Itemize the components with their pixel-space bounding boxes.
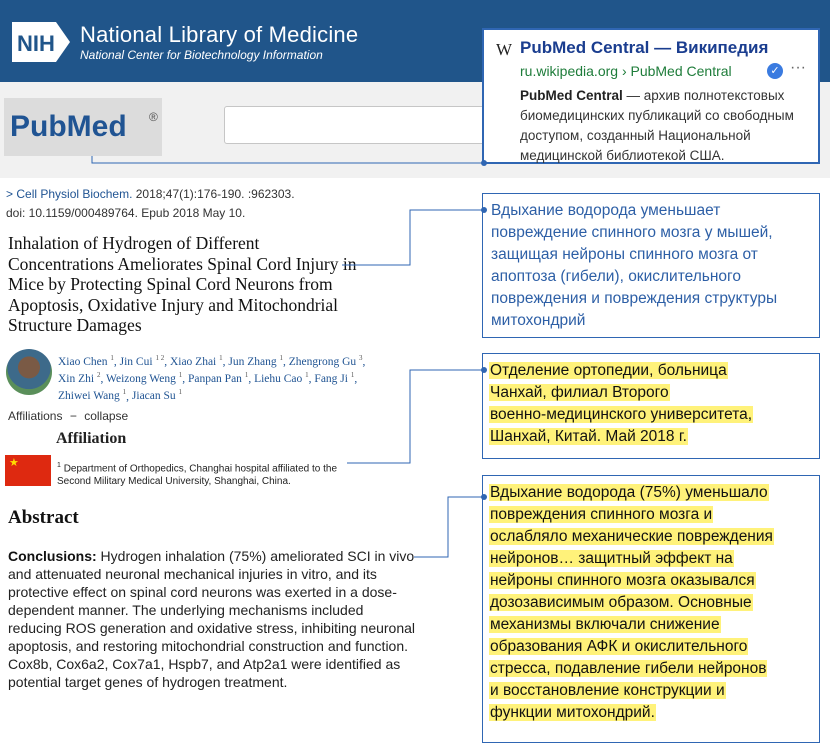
- author-link[interactable]: Zhiwei Wang $^1$: [58, 388, 127, 403]
- title-translation: Вдыхание водорода уменьшает повреждение спинного мозга у мышей, защищая нейроны спинного мозга от апоптоза (гибели), окислительного повреждения и повреждения структуры митохондрий: [491, 202, 778, 329]
- pubmed-logo-text: PubMed: [10, 110, 127, 143]
- china-flag-icon: ★: [5, 455, 51, 486]
- author-link[interactable]: Panpan Pan $^1$: [187, 371, 249, 386]
- translation-line: функции митохондрий.: [490, 704, 655, 721]
- affiliation-body: Department of Orthopedics, Changhai hospital affiliated to the Second Military Medical University, Shanghai, China.: [57, 463, 338, 488]
- translation-line: Чанхай, филиал Второго: [490, 384, 669, 401]
- translation-line: ослабляло механические повреждения: [490, 528, 773, 545]
- more-options-icon[interactable]: ···: [790, 59, 806, 76]
- org-subtitle: National Center for Biotechnology Information: [80, 48, 323, 62]
- nih-logo-text: NIH: [17, 31, 55, 56]
- author-link[interactable]: Xin Zhi $^2$: [58, 371, 101, 386]
- minus-icon: −: [69, 409, 77, 423]
- conclusions-text: Hydrogen inhalation (75%) ameliorated SCI in vivo and attenuated neuronal mechanical injuries in vitro, and its protective effect on spinal cord neurons was exerted in a dose-dependent manner. The underlying mechanisms included reducing ROS generation and oxidative stress, inhibiting neuronal apoptosis, and restoring mitochondrial construction and function. Cox8b, Cox6a2, Cox7a1, Hspb7, and Atp2a1 were identified as potential target genes of hydrogen treatment.: [8, 548, 416, 690]
- translation-line: Вдыхание водорода (75%) уменьшало: [490, 484, 768, 501]
- wikipedia-icon: W: [496, 40, 513, 59]
- connector-title-translation: [342, 210, 484, 265]
- wikipedia-url[interactable]: ru.wikipedia.org › PubMed Central: [520, 63, 732, 79]
- author-affiliation-sup: 1: [178, 371, 183, 380]
- author-affiliation-sup: 1: [178, 388, 183, 397]
- translation-line: образования АФК и окислительного: [490, 638, 748, 655]
- translation-line: Отделение ортопедии, больница: [490, 362, 727, 379]
- author-affiliation-sup: 1: [219, 354, 223, 362]
- conclusions-label: Conclusions:: [8, 548, 97, 564]
- connector-dot-abstract: [481, 494, 487, 500]
- translation-line: дозозависимым образом. Основные: [490, 594, 752, 611]
- wikipedia-desc-bold: PubMed Central: [520, 88, 623, 103]
- translation-line: Шанхай, Китай. Май 2018 г.: [490, 428, 687, 445]
- author-affiliation-sup: 3: [359, 354, 363, 362]
- verified-icon: ✓: [767, 63, 783, 79]
- author-affiliation-sup: 1: [244, 371, 249, 380]
- author-link[interactable]: Liehu Cao $^1$: [254, 371, 309, 386]
- connector-dot-wiki: [481, 160, 487, 166]
- wikipedia-title[interactable]: PubMed Central — Википедия: [520, 38, 769, 57]
- translation-line: механизмы включали снижение: [490, 616, 720, 633]
- registered-mark: ®: [149, 110, 158, 124]
- connector-affiliation-translation: [347, 370, 484, 463]
- abstract-heading: Abstract: [8, 507, 79, 528]
- author-link[interactable]: Jin Cui $^{1 2}$: [119, 354, 165, 368]
- author-affiliation-sup: 1: [350, 371, 355, 380]
- wikipedia-desc-text: — архив полнотекстовых биомедицинских публикаций со свободным доступом, созданный Национальной медицинской библиотекой США.: [520, 88, 794, 163]
- translation-line: нейронов… защитный эффект на: [490, 550, 733, 567]
- author-affiliation-sup: 1: [305, 371, 309, 380]
- connector-pubmed-wiki: [92, 156, 484, 163]
- author-link[interactable]: Jun Zhang $^1$: [228, 354, 283, 368]
- chevron-right-icon: >: [6, 187, 14, 201]
- translation-line: нейроны спинного мозга оказывался: [490, 572, 755, 589]
- author-affiliation-sup: 1: [279, 354, 283, 362]
- org-title[interactable]: National Library of Medicine: [80, 22, 359, 47]
- journal-link[interactable]: Cell Physiol Biochem.: [16, 187, 133, 201]
- author-link[interactable]: Weizong Weng $^1$: [106, 371, 183, 386]
- translation-line: повреждения спинного мозга и: [490, 506, 713, 523]
- affiliations-label: Affiliations: [8, 409, 63, 423]
- translation-line: военно-медицинского университета,: [490, 406, 753, 423]
- affiliation-heading: Affiliation: [56, 430, 127, 447]
- collapse-label: collapse: [84, 409, 129, 423]
- author-link[interactable]: Jiacan Su $^1$: [131, 388, 183, 403]
- author-list: Xiao Chen $^1$, Jin Cui $^{1 2}$, Xiao Zhai $^1$, Jun Zhang $^1$, Zhengrong Gu $^3$, Xin Zhi $^2$, Weizong Weng $^1$, Panpan Pan $^1$, Liehu Cao $^1$, Fang Ji $^1$, Zhiwei Wang $^1$, Jiacan Su $^1$: [58, 354, 366, 403]
- translation-line: стресса, подавление гибели нейронов: [490, 660, 767, 677]
- translation-line: и восстановление конструкции и: [490, 682, 725, 699]
- connector-dot-affiliation: [481, 367, 487, 373]
- author-link[interactable]: Zhengrong Gu $^3$: [288, 354, 363, 368]
- author-affiliation-sup: 1: [122, 388, 127, 397]
- connector-abstract-translation: [414, 497, 484, 557]
- connector-dot-title: [481, 207, 487, 213]
- citation-details: 2018;47(1):176-190. :962303.: [132, 187, 295, 201]
- author-affiliation-sup: 2: [96, 371, 101, 380]
- author-link[interactable]: Xiao Chen $^1$: [58, 354, 114, 368]
- author-link[interactable]: Xiao Zhai $^1$: [169, 354, 223, 368]
- article-title: Inhalation of Hydrogen of Different Concentrations Ameliorates Spinal Cord Injury in Mice by Protecting Spinal Cord Neurons from Apoptosis, Oxidative Injury and Mitochondrial Structure Damages: [8, 233, 357, 335]
- affiliation-sup: 1: [57, 462, 61, 469]
- author-affiliation-sup: 1: [110, 354, 114, 362]
- author-affiliation-sup: 1 2: [155, 354, 165, 362]
- author-link[interactable]: Fang Ji $^1$: [314, 371, 355, 386]
- doi-line: doi: 10.1159/000489764. Epub 2018 May 10.: [6, 206, 246, 220]
